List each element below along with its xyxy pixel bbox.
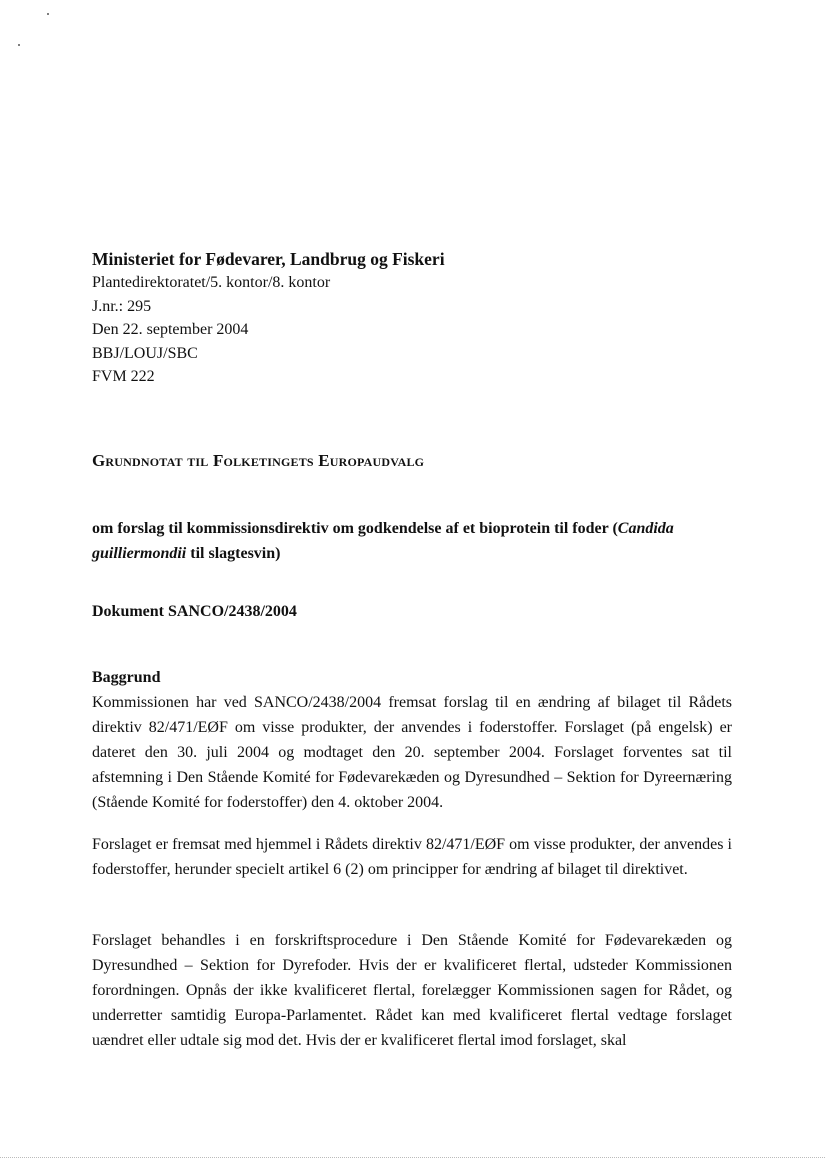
subject-prefix: om forslag til kommissionsdirektiv om godkendelse af et bioprotein til foder (	[92, 520, 618, 537]
letterhead	[92, 247, 732, 389]
scan-speck	[18, 44, 20, 46]
scan-speck	[47, 13, 49, 15]
paragraph: Kommissionen har ved SANCO/2438/2004 fremsat forslag til en ændring af bilaget til Rådets direktiv 82/471/EØF om visse produkter, der anvendes i foderstoffer. Forslaget (på engelsk) er dateret den 30. juli 2004 og modtaget den 20. september 2004. Forslaget forventes sat til afstemning i Den Stående Komité for Fødevarekæden og Dyresundhed – Sektion for Dyreernæring (Stående Komité for foderstoffer) den 4. oktober 2004.	[92, 694, 732, 811]
initials-line: BBJ/LOUJ/SBC	[92, 344, 198, 362]
section-heading: Baggrund	[92, 669, 161, 686]
document-date: Den 22. september 2004	[92, 321, 249, 338]
ministry-name: Ministeriet for Fødevarer, Landbrug og Fiskeri	[92, 249, 445, 269]
paragraph: Forslaget behandles i en forskriftsprocedure i Den Stående Komité for Fødevarekæden og Dyresundhed – Sektion for Dyrefoder. Hvis der er kvalificeret flertal, udsteder Kommissionen forordningen. Opnås der ikke kvalificeret flertal, forelægger Kommissionen sagen for Rådet, og underretter samtidig Europa-Parlamentet. Rådet kan med kvalificeret flertal vedtage forslaget uændret eller udtale sig mod det. Hvis der er kvalificeret flertal imod forslaget, skal	[92, 932, 732, 1049]
journal-number: J.nr.: 295	[92, 297, 152, 315]
department-line: Plantedirektoratet/5. kontor/8. kontor	[92, 274, 331, 291]
document-title: Grundnotat til Folketingets Europaudvalg	[92, 451, 425, 470]
fvm-number: FVM 222	[92, 368, 155, 385]
species-name: Candida guilliermondii	[92, 520, 674, 562]
scan-edge-line	[0, 1157, 825, 1158]
subject-suffix: til slagtesvin)	[186, 545, 281, 562]
document-reference: Dokument SANCO/2438/2004	[92, 603, 297, 620]
paragraph: Forslaget er fremsat med hjemmel i Rådets direktiv 82/471/EØF om visse produkter, der anvendes i foderstoffer, herunder specielt artikel 6 (2) om principper for ændring af bilaget til direktivet.	[92, 836, 732, 878]
subject-line	[92, 516, 732, 566]
